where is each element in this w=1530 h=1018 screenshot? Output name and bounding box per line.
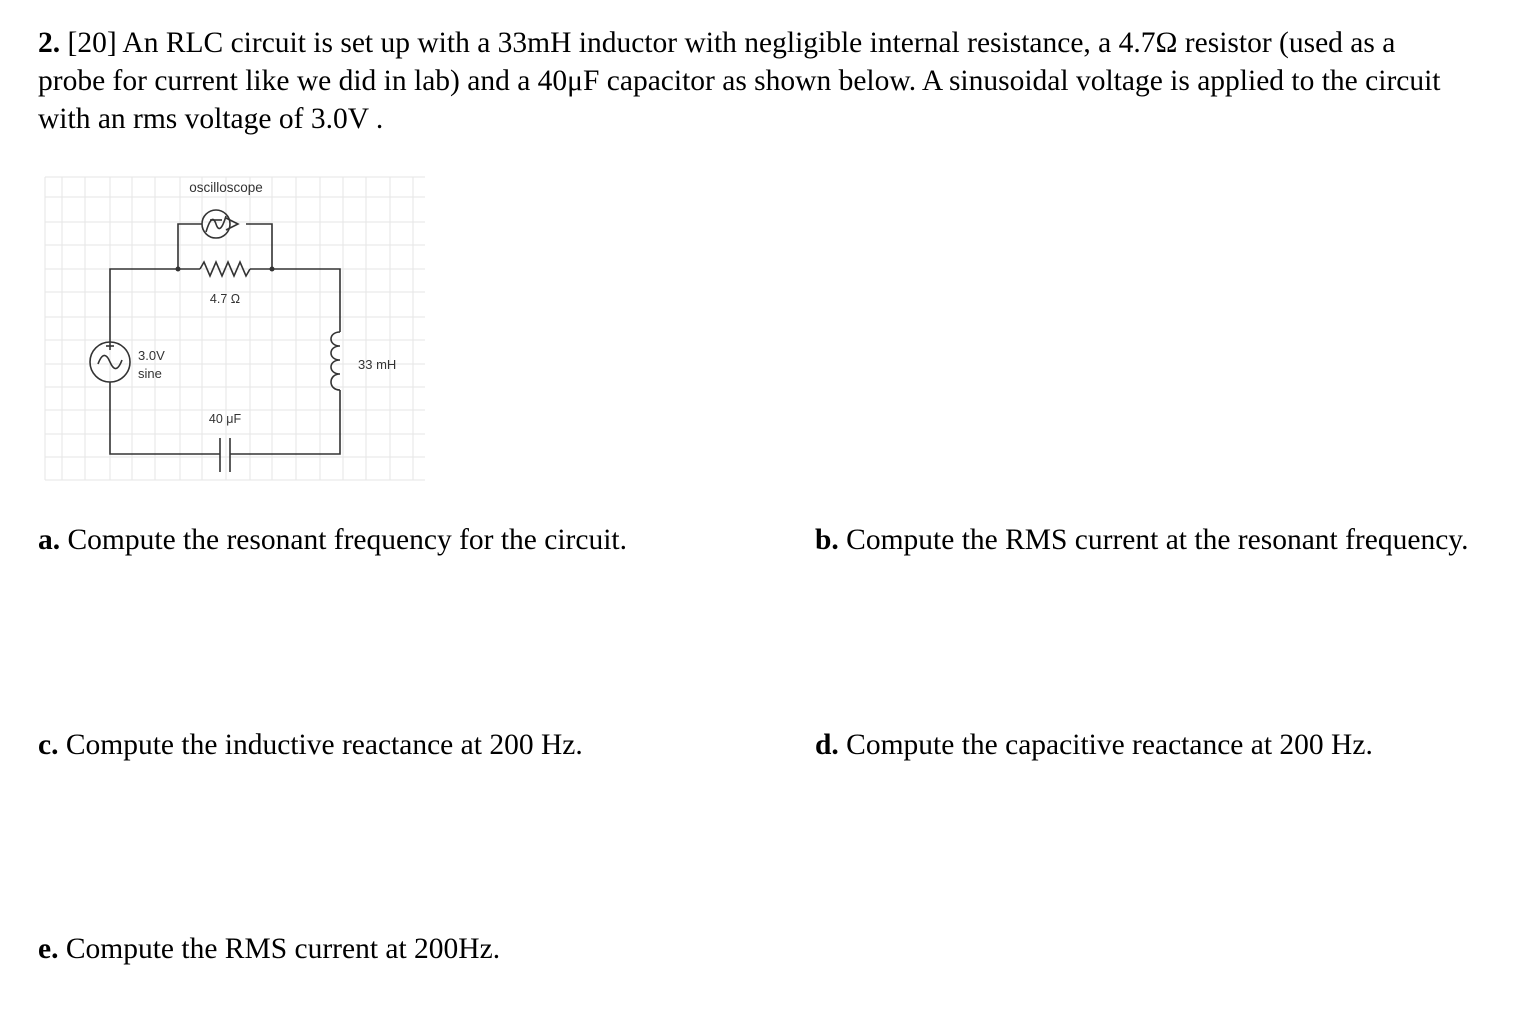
capacitor-label: 40 μF bbox=[208, 412, 242, 426]
problem-points: [20] bbox=[67, 27, 117, 59]
question-e-text: Compute the RMS current at 200Hz. bbox=[65, 933, 501, 965]
problem-text-1: An RLC circuit is set up with a 33mH inductor with negligible internal resistance, a 4.7Ω resistor (used as a bbox=[122, 27, 1396, 59]
oscilloscope-label: oscilloscope bbox=[189, 180, 263, 195]
problem-line-3: with an rms voltage of 3.0V . bbox=[38, 103, 384, 135]
source-voltage-label: 3.0V bbox=[138, 348, 165, 363]
resistor-icon bbox=[200, 262, 250, 276]
question-a bbox=[38, 522, 627, 558]
question-d-text: Compute the capacitive reactance at 200 Hz. bbox=[846, 729, 1373, 761]
inductor-label: 33 mH bbox=[358, 357, 397, 372]
problem-statement bbox=[38, 24, 1508, 138]
question-b-label: b. bbox=[815, 524, 839, 556]
node-right bbox=[270, 267, 275, 272]
question-b-text: Compute the RMS current at the resonant frequency. bbox=[846, 524, 1469, 556]
question-c-label: c. bbox=[38, 729, 59, 761]
question-e bbox=[38, 931, 500, 967]
inductor-icon bbox=[331, 332, 340, 390]
question-a-text: Compute the resonant frequency for the circuit. bbox=[67, 524, 627, 556]
question-d bbox=[815, 727, 1373, 763]
oscilloscope-icon bbox=[202, 210, 238, 238]
resistor-label: 4.7 Ω bbox=[209, 292, 241, 306]
capacitor-icon bbox=[220, 438, 230, 472]
node-left bbox=[176, 267, 181, 272]
problem-line-2: probe for current like we did in lab) and a 40μF capacitor as shown below. A sinusoidal voltage is applied to the circuit bbox=[38, 65, 1441, 97]
circuit-diagram bbox=[40, 172, 430, 487]
question-c bbox=[38, 727, 583, 763]
question-e-label: e. bbox=[38, 933, 59, 965]
question-d-label: d. bbox=[815, 729, 839, 761]
question-c-text: Compute the inductive reactance at 200 Hz. bbox=[65, 729, 583, 761]
question-a-label: a. bbox=[38, 524, 61, 556]
question-b bbox=[815, 522, 1469, 558]
problem-number: 2. bbox=[38, 27, 61, 59]
source-type-label: sine bbox=[138, 366, 162, 381]
problem-line-1 bbox=[38, 24, 1508, 62]
